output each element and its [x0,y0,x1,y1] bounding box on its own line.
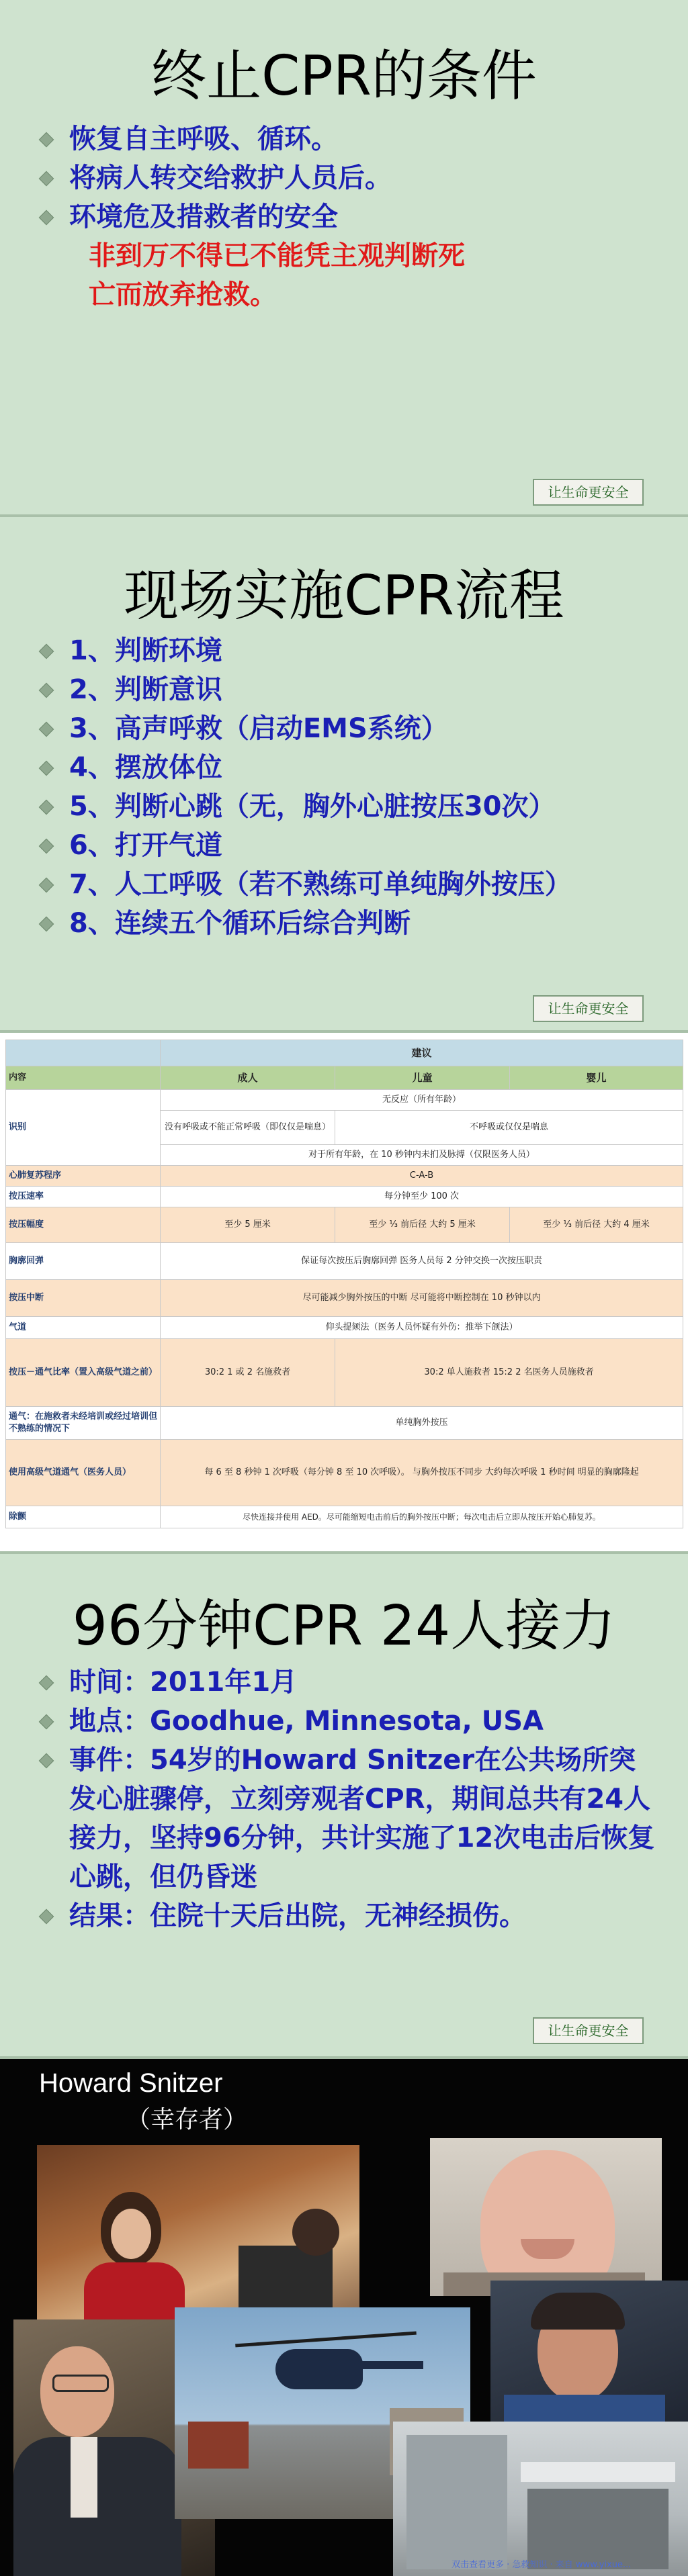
list-item: 将病人转交给救护人员后。 [37,158,661,197]
list-item: 5、判断心跳（无，胸外心脏按压30次） [37,787,661,826]
table-header-recommendation: 建议 [161,1040,683,1066]
diamond-bullet-icon [39,644,54,659]
safety-button[interactable]: 让生命更安全 [533,2017,644,2044]
table-row-label: 按压中断 [6,1280,161,1317]
table-cell: 没有呼吸或不能正常呼吸（即仅仅是喘息） [161,1111,335,1145]
diamond-bullet-icon [39,1675,54,1691]
table-header-content: 内容 [6,1066,161,1090]
table-row-label: 气道 [6,1317,161,1339]
slide-title: 终止CPR的条件 [151,44,537,108]
list-item: 6、打开气道 [37,826,661,865]
list-item: 1、判断环境 [37,631,661,670]
table-row-label: 使用高级气道通气（医务人员） [6,1440,161,1506]
table-cell: 对于所有年龄，在 10 秒钟内未扪及脉搏（仅限医务人员） [161,1145,683,1166]
list-item: 结果：住院十天后出院，无神经损伤。 [37,1896,661,1935]
warning-text: 非到万不得已不能凭主观判断死 亡而放弃抢救。 [89,240,465,310]
photo-survivor-portrait [430,2138,662,2296]
list-item: 8、连续五个循环后综合判断 [37,904,661,943]
table-cell: 至少 5 厘米 [161,1207,335,1243]
table-cell: 单纯胸外按压 [161,1407,683,1440]
table-cell: 尽可能减少胸外按压的中断 尽可能将中断控制在 10 秒钟以内 [161,1280,683,1317]
cpr-guideline-table [5,1040,683,1528]
bullet-list [37,120,661,236]
table-row-label: 胸廓回弹 [6,1243,161,1280]
table-cell: 每分钟至少 100 次 [161,1187,683,1207]
table-row-label: 按压－通气比率（置入高级气道之前） [6,1339,161,1407]
table-cell: C-A-B [161,1166,683,1187]
diamond-bullet-icon [39,171,54,187]
diamond-bullet-icon [39,800,54,815]
list-item: 事件：54岁的Howard Snitzer在公共场所突发心脏骤停，立刻旁观者CPR，期间总共有24人接力，坚持96分钟，共计实施了12次电击后恢复心跳，但仍昏迷 [37,1741,661,1896]
list-item: 7、人工呼吸（若不熟练可单纯胸外按压） [37,865,661,904]
table-row-label: 按压幅度 [6,1207,161,1243]
table-row-label: 除颤 [6,1506,161,1528]
table-cell: 保证每次按压后胸廓回弹 医务人员每 2 分钟交换一次按压职责 [161,1243,683,1280]
table-header-adult: 成人 [161,1066,335,1090]
table-cell: 至少 ⅓ 前后径 大约 5 厘米 [335,1207,510,1243]
photo-hospital [393,2422,688,2576]
bullet-list [37,1663,661,1935]
list-item: 时间：2011年1月 [37,1663,661,1702]
table-header-child: 儿童 [335,1066,510,1090]
diamond-bullet-icon [39,1909,54,1925]
diamond-bullet-icon [39,210,54,226]
diamond-bullet-icon [39,1753,54,1769]
diamond-bullet-icon [39,1714,54,1730]
table-cell: 不呼吸或仅仅是喘息 [335,1111,683,1145]
slide-title: 现场实施CPR流程 [124,564,564,628]
table-cell: 每 6 至 8 秒钟 1 次呼吸（每分钟 8 至 10 次呼吸）。 与胸外按压不同步 大约每次呼吸 1 秒时间 明显的胸廓隆起 [161,1440,683,1506]
slide-photo-collage [0,2059,688,2576]
diamond-bullet-icon [39,683,54,698]
diamond-bullet-icon [39,917,54,932]
table-cell: 仰头提颏法（医务人员怀疑有外伤：推举下颌法） [161,1317,683,1339]
slide-relay-cpr [0,1554,688,2056]
slide-cpr-table [0,1033,688,1551]
watermark-text: 双击查看更多 · 急救知识 · 来自 www.yixue... [452,2560,632,2570]
list-item: 地点：Goodhue, Minnesota, USA [37,1702,661,1741]
photo-paramedic [490,2281,688,2435]
safety-button[interactable]: 让生命更安全 [533,995,644,1022]
list-item: 4、摆放体位 [37,748,661,787]
table-row-label: 通气：在施救者未经培训或经过培训但不熟练的情况下 [6,1407,161,1440]
table-row-label: 识别 [6,1090,161,1166]
survivor-caption: （幸存者） [126,2106,248,2133]
diamond-bullet-icon [39,839,54,854]
diamond-bullet-icon [39,722,54,737]
slide-stop-cpr [0,0,688,514]
list-item: 恢复自主呼吸、循环。 [37,120,661,158]
bullet-list [37,631,661,943]
list-item: 2、判断意识 [37,670,661,709]
slide-title: 96分钟CPR 24人接力 [72,1594,616,1658]
table-row-label: 按压速率 [6,1187,161,1207]
list-item: 3、高声呼救（启动EMS系统） [37,709,661,748]
survivor-name: Howard Snitzer [39,2068,223,2098]
table-cell: 30:2 1 或 2 名施救者 [161,1339,335,1407]
slide-cpr-procedure [0,517,688,1030]
table-cell: 30:2 单人施救者 15:2 2 名医务人员施救者 [335,1339,683,1407]
table-cell: 无反应（所有年龄） [161,1090,683,1111]
table-cell: 尽快连接并使用 AED。尽可能缩短电击前后的胸外按压中断；每次电击后立即从按压开始心肺复苏。 [161,1506,683,1528]
safety-button[interactable]: 让生命更安全 [533,479,644,506]
diamond-bullet-icon [39,878,54,893]
table-row-label: 心肺复苏程序 [6,1166,161,1187]
list-item: 环境危及措救者的安全 [37,197,661,236]
table-header-infant: 婴儿 [510,1066,683,1090]
table-cell: 至少 ⅓ 前后径 大约 4 厘米 [510,1207,683,1243]
diamond-bullet-icon [39,132,54,148]
diamond-bullet-icon [39,761,54,776]
